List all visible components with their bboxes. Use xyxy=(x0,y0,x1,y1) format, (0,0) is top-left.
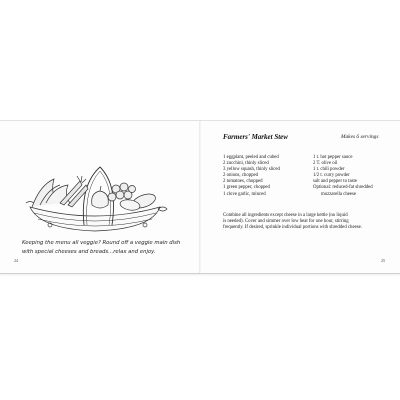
ingredient-item: 1 clove garlic, minced xyxy=(223,191,266,197)
vegetable-basket-illustration xyxy=(20,145,170,237)
ingredients-column-right xyxy=(313,155,395,198)
right-page xyxy=(201,121,400,273)
directions-line: is needed). Cover and simmer over low heat for one hour, stirring xyxy=(223,219,349,225)
caption-line: with special cheeses and breads...relax and enjoy. xyxy=(22,248,156,255)
ingredients-column-left xyxy=(223,155,305,198)
directions-line: Combine all ingredients except cheese in a large kettle (no liquid xyxy=(223,213,348,218)
recipe-yield: Makes 6 servings xyxy=(341,134,379,140)
ingredient-item: 1 t. hot pepper sauce xyxy=(313,155,353,160)
ingredient-item: 2 zucchini, thinly sliced xyxy=(223,161,269,167)
ingredients-list xyxy=(223,155,395,198)
ingredient-item: salt and pepper to taste xyxy=(313,179,357,185)
page-number-right: 25 xyxy=(381,258,385,263)
recipe-title: Farmers' Market Stew xyxy=(223,133,288,141)
left-page xyxy=(0,121,199,273)
ingredient-item: 2 onions, chopped xyxy=(223,173,259,179)
ingredient-item: 1/2 t. curry powder xyxy=(313,173,350,179)
ingredient-item: 2 T. olive oil xyxy=(313,161,338,167)
caption-line: Keeping the menu all veggie? Round off a veggie main dish xyxy=(22,240,181,246)
recipe-directions xyxy=(223,213,395,231)
caption-text xyxy=(22,239,182,256)
ingredient-item: 3 yellow squash, thinly sliced xyxy=(223,167,280,173)
ingredient-item-continuation: mozzarella cheese xyxy=(321,191,357,197)
ingredient-item: 1 eggplant, peeled and cubed xyxy=(223,155,279,160)
ingredient-item: Optional: reduced-fat shredded xyxy=(313,185,373,191)
page-number-left: 24 xyxy=(14,258,18,263)
ingredient-item: 1 green pepper, chopped xyxy=(223,185,270,191)
ingredient-item: 1 t. chili powder xyxy=(313,167,345,173)
cookbook-spread xyxy=(0,120,400,274)
directions-line: frequently. If desired, sprinkle individual portions with shredded cheese. xyxy=(223,225,362,231)
ingredient-item: 2 tomatoes, chopped xyxy=(223,179,263,185)
